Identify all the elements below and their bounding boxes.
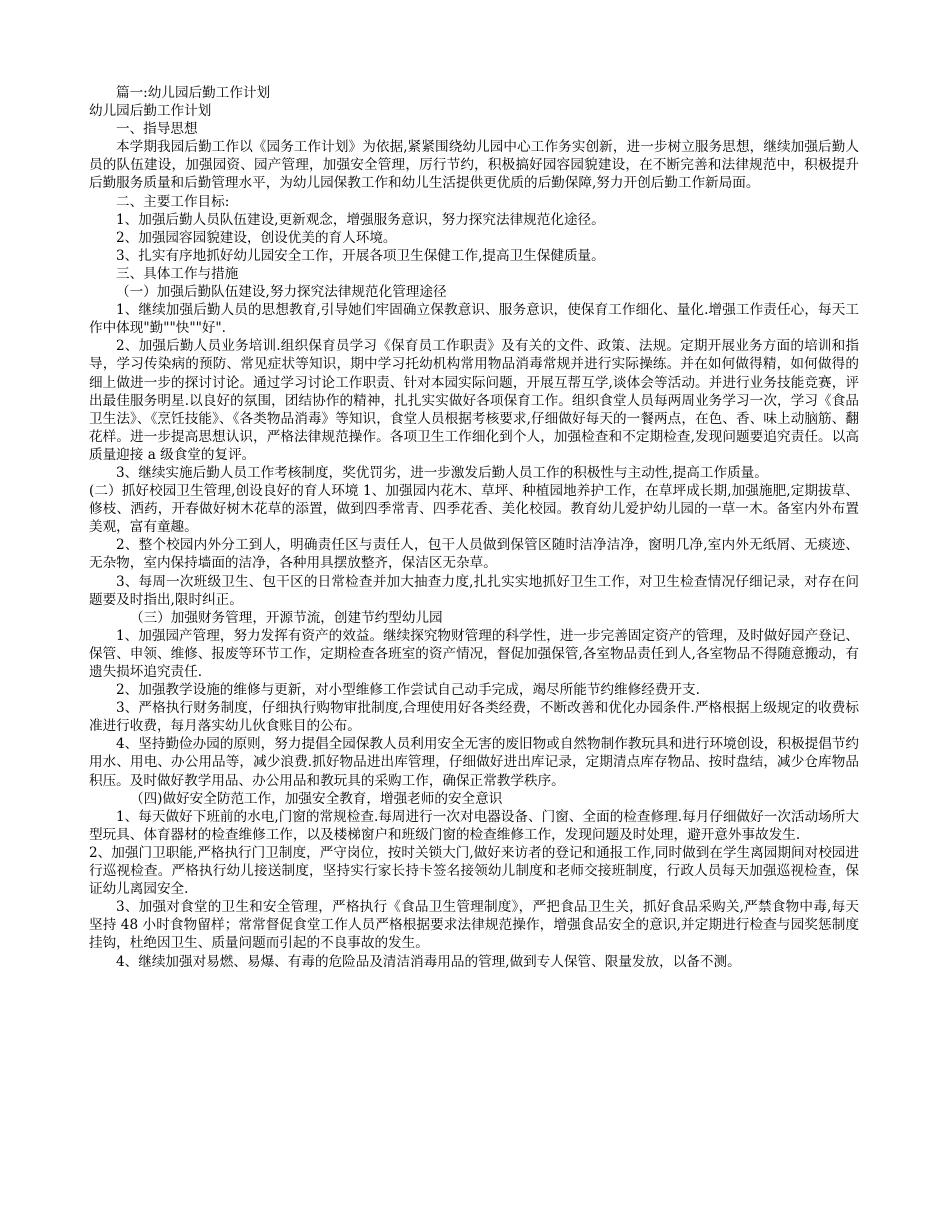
paragraph: 2、加强教学设施的维修与更新，对小型维修工作尝试自己动手完成，竭尽所能节约维修经费开支. [116, 682, 700, 699]
paragraph: 2、加强门卫职能,严格执行门卫制度，严守岗位，按时关锁大门,做好来访者的登记和通报工作,同时做到在学生离园期间对校园进行巡视检查。严格执行幼儿接送制度，坚持实行家长持卡签名接领幼儿制度和老师交接班制度，行政人员每天加强巡视检查，保证幼儿离园安全. [89, 844, 859, 898]
paragraph: (二）抓好校园卫生管理,创设良好的育人环境 1、加强园内花木、草坪、种植园地养护工作，在草坪成长期,加强施肥,定期拔草、修枝、洒药，开春做好树木花草的添置，做到四季常青、四季花香、美化校园。教育幼儿爱护幼儿园的一草一木。备室内外布置美观，富有童趣。 [89, 483, 859, 536]
subsection-heading: （四)做好安全防范工作，加强安全教育，增强老师的安全意识 [130, 790, 503, 807]
title-line: 篇一:幼儿园后勤工作计划 [116, 85, 271, 101]
paragraph: 1、继续加强后勤人员的思想教育,引导她们牢固确立保教意识、服务意识，使保育工作细化、量化.增强工作责任心，每天工作中体现"勤""快""好". [89, 302, 859, 337]
paragraph: 1、加强园产管理，努力发挥有资产的效益。继续探究物财管理的科学性，进一步完善固定资产的管理，及时做好园产登记、保管、申领、维修、报废等环节工作，定期检查各班室的资产情况，督促加强保管,各室物品责任到人,各室物品不得随意搬动，有遗失损坏追究责任. [89, 627, 859, 680]
section-heading: 一、指导思想 [116, 121, 198, 138]
paragraph: 3、严格执行财务制度，仔细执行购物审批制度,合理使用好各类经费，不断改善和优化办园条件.严格根据上级规定的收费标准进行收费，每月落实幼儿伙食账目的公布。 [89, 700, 859, 735]
paragraph: 3、每周一次班级卫生、包干区的日常检查并加大抽查力度,扎扎实实地抓好卫生工作，对卫生检查情况仔细记录，对存在问题要及时指出,限时纠正。 [89, 573, 859, 608]
paragraph: 2、加强后勤人员业务培训.组织保育员学习《保育员工作职责》及有关的文件、政策、法规。定期开展业务方面的培训和指导，学习传染病的预防、常见症状等知识，期中学习托幼机构常用物品消毒常规并进行实际操练。并在如何做得精，如何做得的细上做进一步的探讨讨论。通过学习讨论工作职责、针对本园实际问题，开展互帮互学,谈体会等活动。并进行业务技能竞赛，评出最佳服务明星.以良好的氛围，团结协作的精神，扎扎实实做好各项保育工作。组织食堂人员每两周业务学习一次，学习《食品卫生法》、《烹饪技能》、《各类物品消毒》等知识，食堂人员根据考核要求,仔细做好每天的一餐两点，在色、香、味上动脑筋、翻花样。进一步提高思想认识，严格法律规范操作。各项卫生工作细化到个人，加强检查和不定期检查,发现问题要追究责任。以高质量迎接 a 级食堂的复评。 [89, 338, 859, 463]
paragraph: 4、继续加强对易燃、易爆、有毒的危险品及清洁消毒用品的管理,做到专人保管、限量发放，以备不测。 [116, 953, 741, 970]
paragraph: 3、继续实施后勤人员工作考核制度，奖优罚劣，进一步激发后勤人员工作的积极性与主动性,提高工作质量。 [116, 464, 768, 481]
paragraph: 4、坚持勤俭办园的原则，努力提倡全园保教人员利用安全无害的废旧物或自然物制作教玩具和进行环境创设，积极提倡节约用水、用电、办公用品等，减少浪费.抓好物品进出库管理，仔细做好进出库记录，定期清点库存物品、按时盘结，减少仓库物品积压。及时做好教学用品、办公用品和教玩具的采购工作，确保正常教学秩序。 [89, 736, 859, 789]
goal-item: 2、加强园容园貌建设，创设优美的育人环境。 [116, 229, 397, 246]
paragraph: 1、每天做好下班前的水电,门窗的常规检查.每周进行一次对电器设备、门窗、全面的检查修理.每月仔细做好一次活动场所大型玩具、体育器材的检查维修工作，以及楼梯窗户和班级门窗的检查维修工作，发现问题及时处理，避开意外事故发生. [89, 808, 859, 843]
goal-item: 1、加强后勤人员队伍建设,更新观念，增强服务意识，努力探究法律规范化途径。 [116, 211, 605, 228]
section-heading: 三、具体工作与措施 [116, 265, 239, 282]
document-title: 幼儿园后勤工作计划 [89, 103, 212, 120]
subsection-heading: （三）加强财务管理，开源节流，创建节约型幼儿园 [130, 609, 443, 626]
paragraph: 3、加强对食堂的卫生和安全管理，严格执行《食品卫生管理制度》，严把食品卫生关，抓好食品采购关,严禁食物中毒,每天坚持 48 小时食物留样；常常督促食堂工作人员严格根据要求法律规范操作，增强食品安全的意识,并定期进行检查与园奖惩制度挂钩，杜绝因卫生、质量问题而引起的不良事故的发生。 [89, 899, 859, 952]
goal-item: 3、扎实有序地抓好幼儿园安全工作，开展各项卫生保健工作,提高卫生保健质量。 [116, 247, 605, 264]
subsection-heading: （一）加强后勤队伍建设,努力探究法律规范化管理途径 [116, 284, 447, 301]
paragraph: 2、整个校园内外分工到人，明确责任区与责任人，包干人员做到保管区随时洁净洁净，窗明几净,室内外无纸屑、无痰迹、无杂物，室内保持墙面的洁净，各种用具摆放整齐，保洁区无杂草。 [89, 537, 859, 572]
document-body [89, 84, 859, 971]
section-heading: 二、主要工作目标: [116, 193, 230, 210]
paragraph: 本学期我园后勤工作以《园务工作计划》为依据,紧紧围绕幼儿园中心工作务实创新，进一步树立服务思想，继续加强后勤人员的队伍建设，加强园资、园产管理，加强安全管理，厉行节约，积极搞好园容园貌建设，在不断完善和法律规范中，积极提升后勤服务质量和后勤管理水平，为幼儿园保教工作和幼儿生活提供更优质的后勤保障,努力开创后勤工作新局面。 [89, 139, 859, 192]
